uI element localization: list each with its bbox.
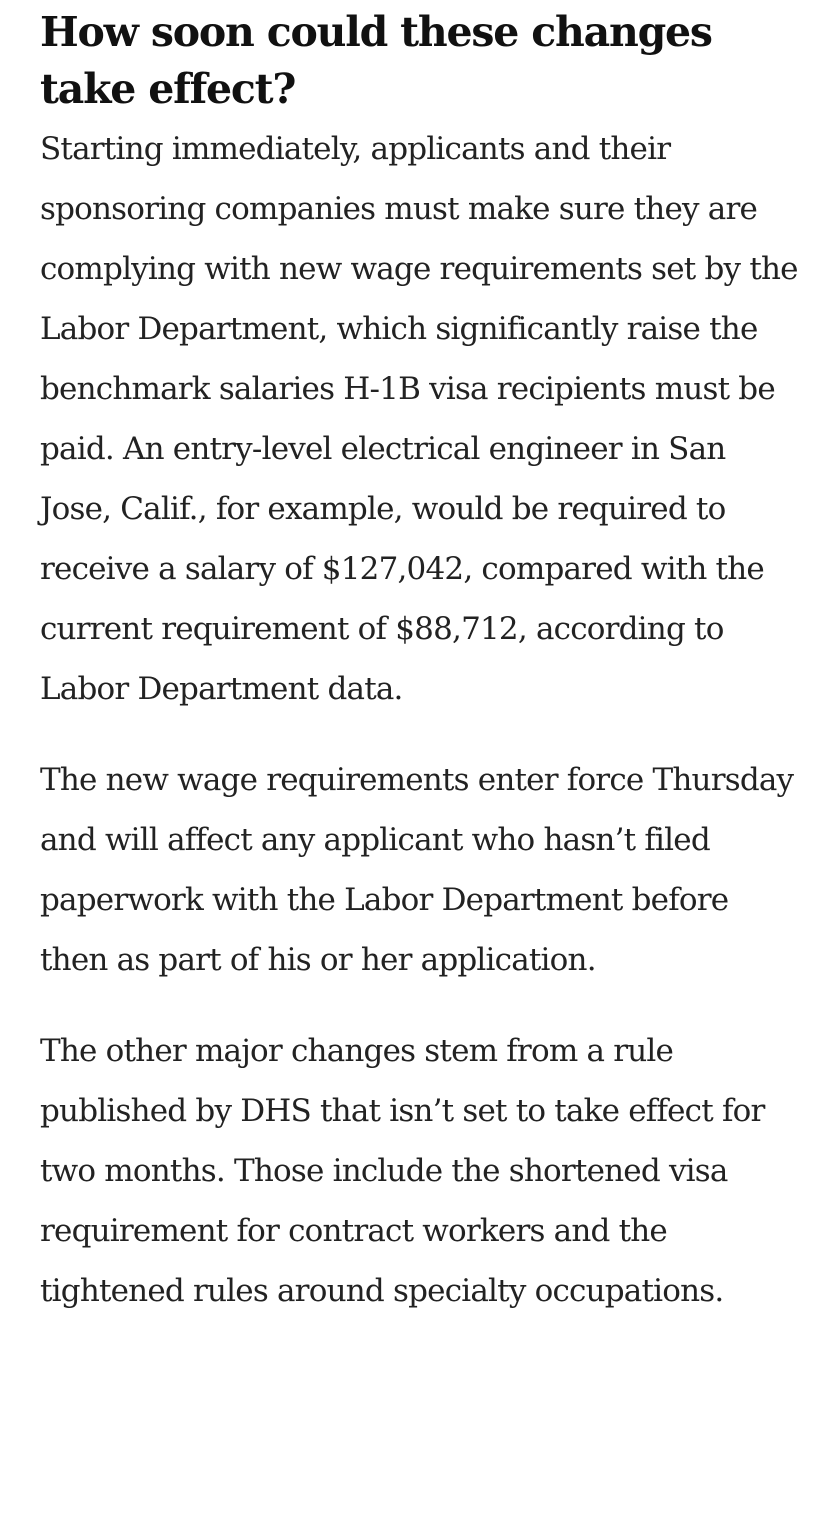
section-heading: How soon could these changes take effect? (40, 8, 712, 113)
article-body (40, 0, 800, 1321)
article-paragraph-1: Starting immediately, applicants and their sponsoring companies must make sure they are complying with new wage requirements set by the Labor Department, which significantly raise the benchmark salaries H-1B visa recipients must be paid. An entry-level electrical engineer in San Jose, Calif., for example, would be required to receive a salary of $127,042, compared with the current requirement of $88,712, according to Labor Department data. (40, 131, 798, 707)
article-paragraph-2: The new wage requirements enter force Thursday and will affect any applicant who hasn’t filed paperwork with the Labor Department before then as part of his or her application. (40, 762, 794, 978)
article-paragraph-3: The other major changes stem from a rule published by DHS that isn’t set to take effect for two months. Those include the shortened visa requirement for contract workers and the tightened rules around specialty occupations. (40, 1033, 765, 1309)
